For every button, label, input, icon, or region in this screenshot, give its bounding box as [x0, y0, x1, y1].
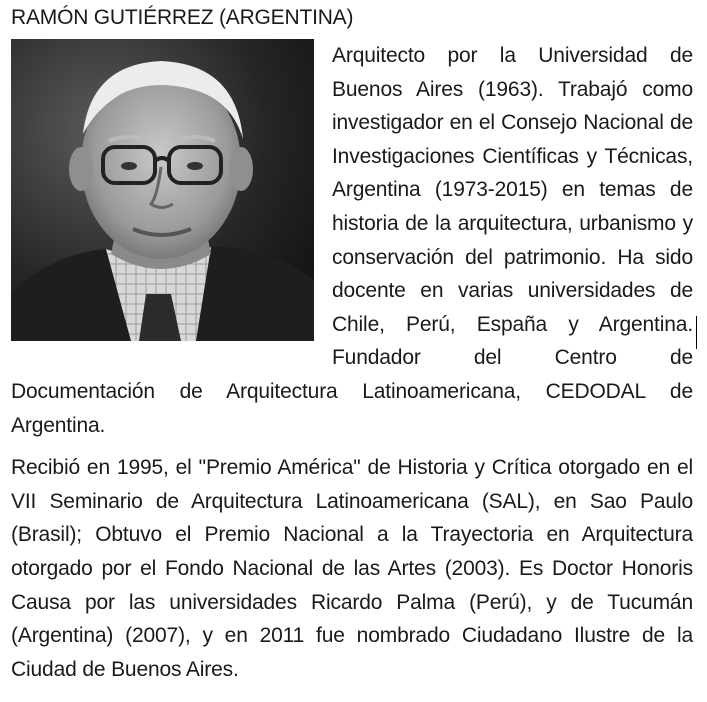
text-cursor — [696, 316, 697, 349]
page-title: RAMÓN GUTIÉRREZ (ARGENTINA) — [11, 6, 354, 29]
bio-paragraph-2: Recibió en 1995, el "Premio América" de Historia y Crítica otorgado en el VII Seminario de Arquitectura Latinoamericana (SAL), en Sao Paulo (Brasil); Obtuvo el Premio Nacional a la Trayectoria en Arquitectura otorgado por el Fondo Nacional de las Artes (2003). Es Doctor Honoris Causa por las universidades Ricardo Palma (Perú), y de Tucumán (Argentina) (2007), y en 2011 fue nombrado Ciudadano Ilustre de la Ciudad de Buenos Aires. — [11, 456, 693, 681]
portrait-photo — [11, 39, 314, 341]
bio-paragraph-1: Arquitecto por la Universidad de Buenos Aires (1963). Trabajó como investigador en el Consejo Nacional de Investigaciones Científicas y Técnicas, Argentina (1973-2015) en temas de historia de la arquitectura, urbanismo y conservación del patrimonio. Ha sido docente en varias universidades de Chile, Perú, España y Argentina. Fundador del Centro de Documentación de Arquitectura Latinoamericana, CEDODAL de Argentina. — [11, 44, 693, 437]
document-page — [11, 4, 693, 686]
